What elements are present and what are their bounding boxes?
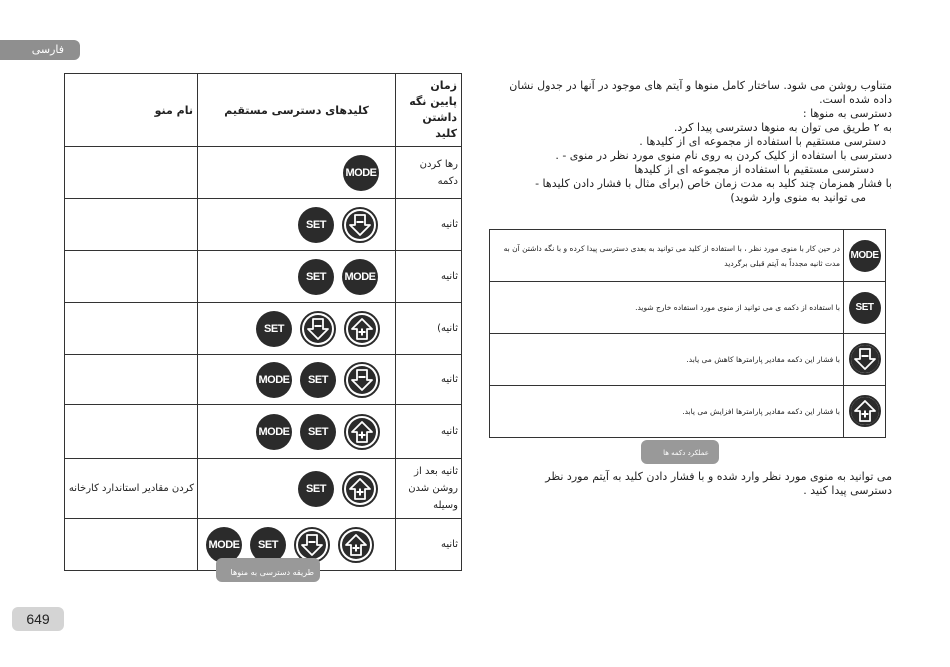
cell-press-time: ثانیه بعد از روشن شدن وسیله bbox=[396, 459, 462, 519]
cell-button-icon bbox=[844, 386, 886, 438]
plus-arrow-icon bbox=[851, 397, 879, 425]
set-button-icon: SET bbox=[298, 259, 334, 295]
mode-button-icon: MODE bbox=[849, 240, 881, 272]
button-function-table bbox=[489, 229, 886, 438]
table-row bbox=[65, 251, 462, 303]
table-row bbox=[65, 147, 462, 199]
cell-menu-name bbox=[65, 147, 198, 199]
up-arrow-button-icon bbox=[338, 527, 374, 563]
cell-menu-name bbox=[65, 519, 198, 571]
cell-direct-keys bbox=[198, 303, 396, 355]
header-press-time: زمان پایین نگه داشتن کلید bbox=[396, 74, 462, 147]
cell-press-time: ثانیه bbox=[396, 405, 462, 459]
cell-button-description: در حین کار با منوی مورد نظر ، با استفاده از کلید می توانید به بعدی دسترسی پیدا کرده و با نگه داشتن آن به مدت ثانیه مجدداً به آیتم قبلی برگردید bbox=[490, 230, 844, 282]
set-button-icon: SET bbox=[250, 527, 286, 563]
table-caption-button-functions: عملکرد دکمه ها bbox=[641, 440, 719, 464]
text-line: به ۲ طریق می توان به منوها دسترسی پیدا کرد. bbox=[673, 121, 892, 134]
set-button-icon: SET bbox=[300, 362, 336, 398]
up-arrow-button-icon bbox=[342, 471, 378, 507]
cell-press-time: ثانیه bbox=[396, 519, 462, 571]
header-menu-name: نام منو bbox=[65, 74, 198, 147]
text-line: دسترسی پیدا کنید . bbox=[803, 484, 892, 497]
set-button-icon: SET bbox=[298, 471, 334, 507]
text-line: دسترسی به منوها : bbox=[802, 107, 892, 120]
text-line: دسترسی مستقیم با استفاده از مجموعه ای از کلیدها bbox=[634, 163, 874, 176]
up-arrow-button-icon bbox=[849, 395, 881, 427]
cell-menu-name bbox=[65, 251, 198, 303]
mode-button-icon: MODE bbox=[206, 527, 242, 563]
cell-press-time: ثانیه bbox=[396, 199, 462, 251]
key-combination bbox=[206, 311, 395, 347]
cell-button-icon bbox=[844, 282, 886, 334]
cell-direct-keys bbox=[198, 459, 396, 519]
cell-button-icon bbox=[844, 334, 886, 386]
menu-access-table bbox=[64, 73, 462, 571]
key-combination bbox=[206, 259, 395, 295]
down-arrow-button-icon bbox=[344, 362, 380, 398]
set-button-icon: SET bbox=[849, 292, 881, 324]
table-caption-menu-access: طریقه دسترسی به منوها bbox=[216, 558, 320, 582]
up-arrow-button-icon bbox=[344, 311, 380, 347]
cell-press-time: ثانیه bbox=[396, 355, 462, 405]
set-button-icon: SET bbox=[256, 311, 292, 347]
cell-button-description: با فشار این دکمه مقادیر پارامترها افزایش می یابد. bbox=[490, 386, 844, 438]
cell-direct-keys bbox=[198, 251, 396, 303]
key-combination bbox=[206, 207, 395, 243]
key-combination bbox=[206, 362, 395, 398]
key-combination bbox=[206, 471, 395, 507]
cell-menu-name bbox=[65, 405, 198, 459]
down-arrow-button-icon bbox=[300, 311, 336, 347]
cell-press-time: ثانیه bbox=[396, 251, 462, 303]
cell-direct-keys bbox=[198, 147, 396, 199]
cell-direct-keys bbox=[198, 199, 396, 251]
down-arrow-button-icon bbox=[342, 207, 378, 243]
set-button-icon: SET bbox=[300, 414, 336, 450]
mode-button-icon: MODE bbox=[343, 155, 379, 191]
cell-button-icon bbox=[844, 230, 886, 282]
text-line: متناوب روشن می شود. ساختار کامل منوها و آیتم های موجود در آنها در جدول نشان bbox=[509, 79, 892, 92]
table-row bbox=[65, 355, 462, 405]
plus-arrow-icon bbox=[348, 315, 376, 343]
page-number: 649 bbox=[12, 607, 64, 631]
cell-press-time: رها کردن دکمه bbox=[396, 147, 462, 199]
cell-button-description: با استفاده از دکمه ی می توانید از منوی مورد استفاده خارج شوید. bbox=[490, 282, 844, 334]
cell-menu-name bbox=[65, 303, 198, 355]
outro-paragraph bbox=[490, 470, 892, 498]
minus-arrow-icon bbox=[298, 531, 326, 559]
minus-arrow-icon bbox=[348, 366, 376, 394]
key-combination bbox=[206, 155, 395, 191]
table-row bbox=[490, 230, 886, 282]
text-line: دسترسی با استفاده از کلیک کردن به روی نام منوی مورد نظر در منوی - . bbox=[555, 149, 892, 162]
plus-arrow-icon bbox=[348, 418, 376, 446]
mode-button-icon: MODE bbox=[342, 259, 378, 295]
minus-arrow-icon bbox=[304, 315, 332, 343]
table-row bbox=[65, 405, 462, 459]
plus-arrow-icon bbox=[342, 531, 370, 559]
text-line: دسترسی مستقیم با استفاده از مجموعه ای از کلیدها . bbox=[639, 135, 886, 148]
cell-menu-name: کردن مقادیر استاندارد کارخانه bbox=[65, 459, 198, 519]
minus-arrow-icon bbox=[851, 345, 879, 373]
table-row bbox=[65, 303, 462, 355]
header-direct-keys: کلیدهای دسترسی مستقیم bbox=[198, 74, 396, 147]
table-row bbox=[65, 459, 462, 519]
intro-paragraph bbox=[490, 79, 892, 205]
up-arrow-button-icon bbox=[344, 414, 380, 450]
table-row bbox=[490, 334, 886, 386]
down-arrow-button-icon bbox=[849, 343, 881, 375]
minus-arrow-icon bbox=[346, 211, 374, 239]
cell-menu-name bbox=[65, 355, 198, 405]
language-tab[interactable]: فارسی bbox=[0, 40, 80, 60]
table-row bbox=[65, 199, 462, 251]
mode-button-icon: MODE bbox=[256, 414, 292, 450]
set-button-icon: SET bbox=[298, 207, 334, 243]
cell-press-time: ثانیه) bbox=[396, 303, 462, 355]
cell-button-description: با فشار این دکمه مقادیر پارامترها کاهش می یابد. bbox=[490, 334, 844, 386]
cell-direct-keys bbox=[198, 355, 396, 405]
plus-arrow-icon bbox=[346, 475, 374, 503]
text-line: داده شده است. bbox=[819, 93, 892, 106]
mode-button-icon: MODE bbox=[256, 362, 292, 398]
cell-menu-name bbox=[65, 199, 198, 251]
text-line: می توانید به منوی وارد شوید) bbox=[730, 191, 866, 204]
text-line: با فشار همزمان چند کلید به مدت زمان خاص (برای مثال با فشار دادن کلیدها - bbox=[535, 177, 892, 190]
cell-direct-keys bbox=[198, 405, 396, 459]
key-combination bbox=[206, 414, 395, 450]
table-row bbox=[490, 282, 886, 334]
text-line: می توانید به منوی مورد نظر وارد شده و با فشار دادن کلید به آیتم مورد نظر bbox=[545, 470, 892, 483]
table-row bbox=[490, 386, 886, 438]
